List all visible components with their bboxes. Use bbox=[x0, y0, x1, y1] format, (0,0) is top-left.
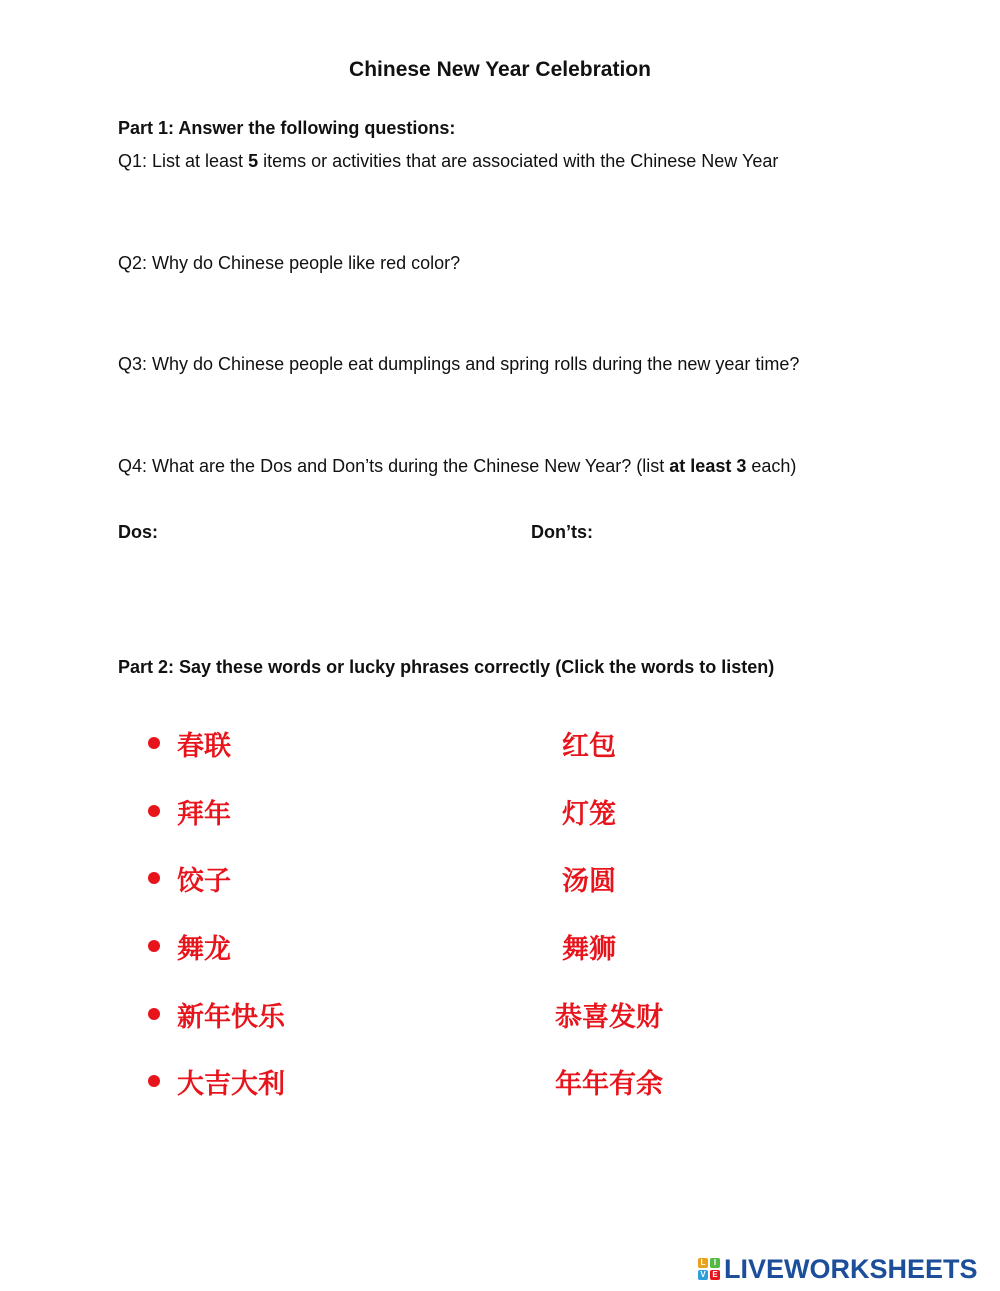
logo-tile: L bbox=[698, 1258, 708, 1268]
bullet-icon bbox=[148, 1008, 160, 1020]
bullet-icon bbox=[148, 805, 160, 817]
audio-word-link[interactable]: 灯笼 bbox=[562, 799, 616, 830]
q1-text-end: items or activities that are associated with the Chinese New Year bbox=[258, 151, 779, 171]
bullet-icon bbox=[148, 737, 160, 749]
page-title: Chinese New Year Celebration bbox=[349, 58, 651, 81]
audio-word-link[interactable]: 拜年 bbox=[177, 799, 231, 830]
logo-tile: I bbox=[710, 1258, 720, 1268]
question-3: Q3: Why do Chinese people eat dumplings and spring rolls during the new year time? bbox=[118, 354, 800, 374]
logo-tile: V bbox=[698, 1270, 708, 1280]
q1-bold: 5 bbox=[248, 151, 259, 171]
audio-word-link[interactable]: 恭喜发财 bbox=[555, 1002, 663, 1033]
logo-mark-icon bbox=[698, 1258, 720, 1280]
logo-tile: E bbox=[710, 1270, 720, 1280]
question-4 bbox=[118, 456, 796, 477]
bullet-icon bbox=[148, 1075, 160, 1087]
logo-text: LIVEWORKSHEETS bbox=[724, 1253, 978, 1284]
audio-word-link[interactable]: 年年有余 bbox=[555, 1069, 663, 1100]
audio-word-link[interactable]: 红包 bbox=[562, 731, 616, 762]
donts-label: Don’ts: bbox=[531, 522, 593, 542]
audio-word-link[interactable]: 新年快乐 bbox=[177, 1002, 285, 1033]
liveworksheets-logo bbox=[698, 1254, 978, 1284]
audio-word-link[interactable]: 饺子 bbox=[177, 866, 231, 897]
audio-word-link[interactable]: 春联 bbox=[177, 731, 231, 762]
q4-text-end: each) bbox=[746, 456, 797, 476]
part2-heading: Part 2: Say these words or lucky phrases correctly (Click the words to listen) bbox=[118, 657, 775, 677]
part1-heading: Part 1: Answer the following questions: bbox=[118, 118, 456, 138]
question-1 bbox=[118, 151, 778, 172]
q4-text: Q4: What are the Dos and Don’ts during the Chinese New Year? (list bbox=[118, 456, 670, 476]
q4-bold: at least 3 bbox=[669, 456, 747, 476]
bullet-icon bbox=[148, 940, 160, 952]
audio-word-link[interactable]: 舞龙 bbox=[177, 934, 231, 965]
q1-text: Q1: List at least bbox=[118, 151, 249, 171]
audio-word-link[interactable]: 大吉大利 bbox=[177, 1069, 285, 1100]
bullet-icon bbox=[148, 872, 160, 884]
question-2: Q2: Why do Chinese people like red color? bbox=[118, 253, 461, 273]
audio-word-link[interactable]: 舞狮 bbox=[562, 934, 616, 965]
audio-word-link[interactable]: 汤圆 bbox=[562, 866, 616, 897]
dos-label: Dos: bbox=[118, 522, 158, 542]
